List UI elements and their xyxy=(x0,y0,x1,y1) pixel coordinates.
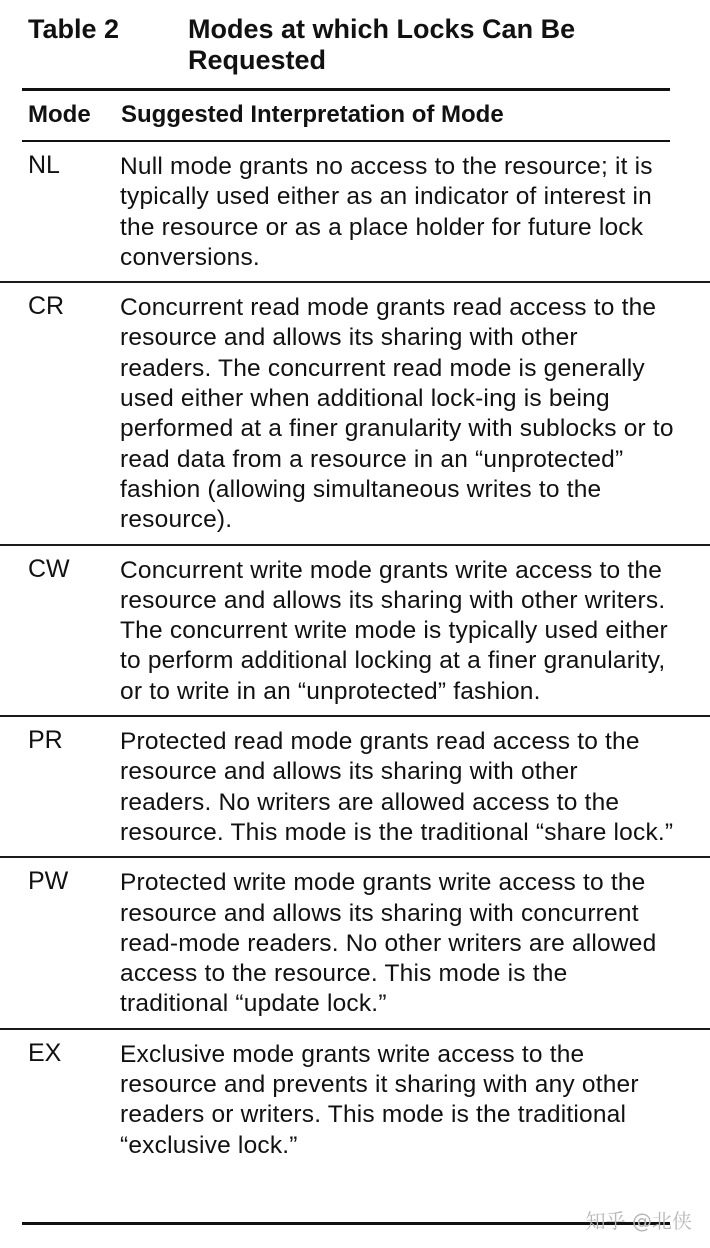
table-row-cr xyxy=(0,283,710,545)
row-description: Concurrent read mode grants read access to the resource and allows its sharing with other readers. The concurrent read mode is generally used either when additional lock-ing is being performed at a finer granularity with sublocks or to read data from a resource in an “unprotected” fashion (allowing simultaneous writes to the resource). xyxy=(120,294,674,534)
table-row-ex xyxy=(0,1030,710,1169)
header-interpretation: Suggested Interpretation of Mode xyxy=(121,101,504,128)
row-mode: EX xyxy=(28,1038,62,1067)
table-label: Table 2 xyxy=(28,14,120,44)
table-title: Modes at which Locks Can Be Requested xyxy=(188,14,576,75)
row-mode: NL xyxy=(28,151,60,179)
row-mode: CW xyxy=(28,554,70,583)
row-description: Null mode grants no access to the resource; it is typically used either as an indicator of interest in the resource or as a place holder for future lock conversions. xyxy=(120,153,653,271)
row-description: Concurrent write mode grants write access to the resource and allows its sharing with other writers. The concurrent write mode is typically used either to perform additional locking at a finer granularity, or to write in an “unprotected” fashion. xyxy=(120,556,668,705)
table-row-pr xyxy=(0,717,710,858)
table-top-rule xyxy=(22,88,670,91)
table-row-nl xyxy=(0,142,710,283)
header-mode: Mode xyxy=(28,101,91,128)
watermark: 知乎 @北侠 xyxy=(585,1209,692,1233)
row-description: Protected read mode grants read access to the resource and allows its sharing with other readers. No writers are allowed access to the resource. This mode is the traditional “share lock.” xyxy=(120,728,674,846)
row-description: Exclusive mode grants write access to the resource and prevents it sharing with any other readers or writers. This mode is the traditional “exclusive lock.” xyxy=(120,1040,639,1159)
table-row-pw xyxy=(0,858,710,1029)
row-description: Protected write mode grants write access to the resource and allows its sharing with concurrent read-mode readers. No other writers are allowed access to the resource. This mode is the traditional “update lock.” xyxy=(120,869,657,1018)
table-bottom-rule xyxy=(22,1222,670,1225)
row-mode: PW xyxy=(28,867,69,896)
table-row-cw xyxy=(0,546,710,717)
row-mode: PR xyxy=(28,726,63,755)
row-mode: CR xyxy=(28,292,65,321)
table-body xyxy=(0,142,710,1169)
